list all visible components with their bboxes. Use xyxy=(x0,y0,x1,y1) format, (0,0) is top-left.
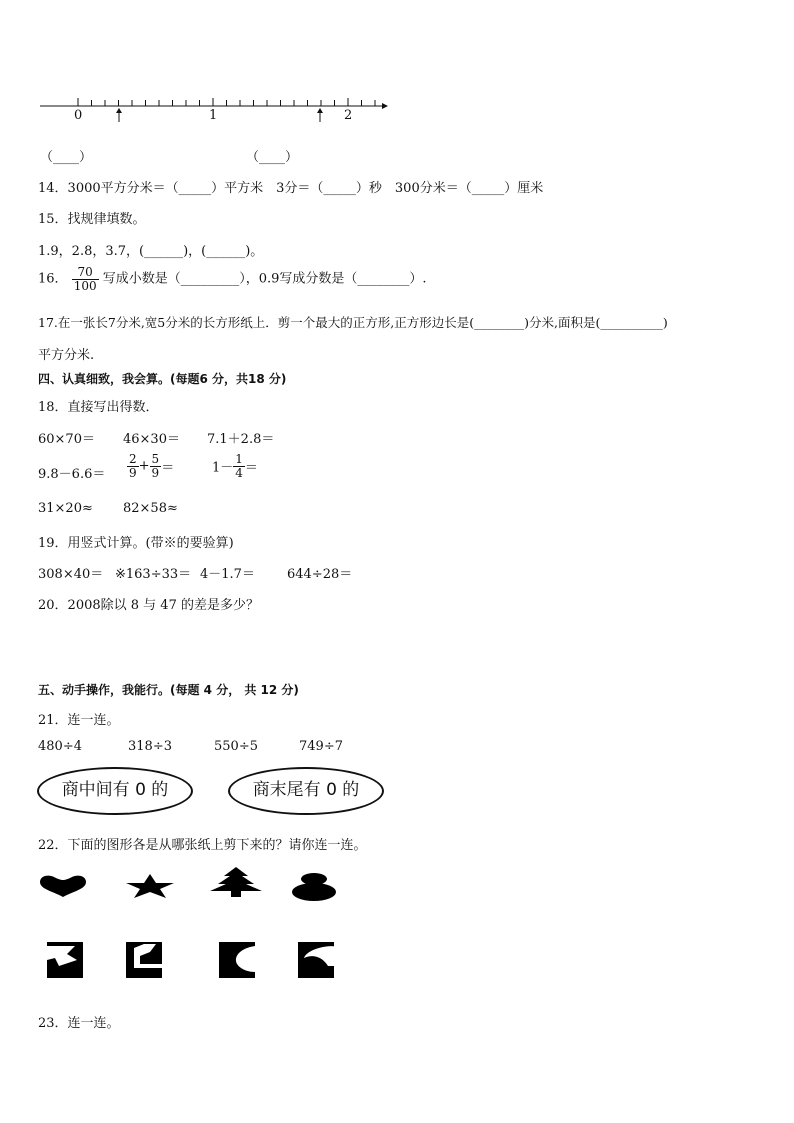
calc-82x58: 82×58≈ xyxy=(123,501,178,516)
question-16-text: 写成小数是（_________），0.9写成分数是（________）. xyxy=(102,271,427,287)
question-22-title: 22．下面的图形各是从哪张纸上剪下来的？请你连一连。 xyxy=(38,838,367,853)
denominator: 9 xyxy=(151,465,160,480)
numerator: 1 xyxy=(235,452,243,466)
question-16-number: 16． xyxy=(38,271,68,287)
fraction-denominator: 100 xyxy=(73,278,97,293)
calc-1-minus-quarter xyxy=(212,453,258,479)
question-16 xyxy=(38,266,427,292)
number-line-label-0: 0 xyxy=(74,108,83,123)
tree-shape[interactable] xyxy=(208,866,264,898)
section-4-heading: 四、认真细致，我会算。(每题6 分，共18 分) xyxy=(38,372,287,386)
question-15-sequence: 1.9，2.8，3.7，(______)，(______)。 xyxy=(38,244,264,259)
calc-4-1.7: 4－1.7＝ xyxy=(200,567,255,582)
star-shape[interactable] xyxy=(125,873,175,899)
calc-46x30: 46×30＝ xyxy=(123,432,180,447)
question-14: 14．3000平方分米＝（_____）平方米 3分＝（_____）秒 300分米＝（_____）厘米 xyxy=(38,181,544,196)
calc-31x20: 31×20≈ xyxy=(38,501,93,516)
number-line-label-1: 1 xyxy=(209,108,218,123)
heart-shape[interactable] xyxy=(38,874,88,898)
calc-749div7: 749÷7 xyxy=(299,739,343,754)
equals-sign: ＝ xyxy=(244,460,258,476)
calc-318div3: 318÷3 xyxy=(128,739,172,754)
calc-550div5: 550÷5 xyxy=(214,739,258,754)
oval-end-zero[interactable]: 商末尾有 0 的 xyxy=(228,767,384,815)
numerator: 5 xyxy=(151,452,160,466)
cut-paper-curve[interactable] xyxy=(298,942,334,978)
question-15-title: 15．找规律填数。 xyxy=(38,212,146,227)
question-20: 20．2008除以 8 与 47 的差是多少？ xyxy=(38,598,259,613)
cut-paper-zigzag[interactable] xyxy=(47,942,83,978)
numerator: 2 xyxy=(129,452,137,466)
cut-paper-notch[interactable] xyxy=(219,942,255,978)
oval-middle-zero[interactable]: 商中间有 0 的 xyxy=(37,767,193,815)
cut-paper-step[interactable] xyxy=(126,942,162,978)
calc-7.1+2.8: 7.1＋2.8＝ xyxy=(207,432,275,447)
number-line-answer-1[interactable]: （____） xyxy=(40,150,93,165)
plus-sign: + xyxy=(138,458,150,474)
denominator: 9 xyxy=(129,465,137,480)
one-minus: 1－ xyxy=(212,460,234,476)
question-19-title: 19．用竖式计算。(带※的要验算) xyxy=(38,536,234,551)
question-17-line1: 17.在一张长7分米,宽5分米的长方形纸上．剪一个最大的正方形,正方形边长是(________)分米,面积是(__________) xyxy=(38,315,668,330)
number-line-answer-2[interactable]: （____） xyxy=(246,150,299,165)
fraction-2-9 xyxy=(127,453,139,479)
mushroom-shape[interactable] xyxy=(291,872,337,902)
question-18-title: 18．直接写出得数． xyxy=(38,400,159,415)
equals-sign: ＝ xyxy=(161,460,175,476)
calc-480div4: 480÷4 xyxy=(38,739,82,754)
fraction-5-9 xyxy=(150,453,162,479)
fraction-70-100 xyxy=(72,266,99,292)
calc-9.8-6.6: 9.8－6.6＝ xyxy=(38,467,106,482)
calc-fraction-sum xyxy=(127,453,174,479)
calc-644div28: 644÷28＝ xyxy=(287,567,353,582)
question-21-title: 21．连一连。 xyxy=(38,713,120,728)
calc-163div33: ※163÷33＝ xyxy=(115,567,192,582)
question-23: 23．连一连。 xyxy=(38,1016,120,1031)
calc-308x40: 308×40＝ xyxy=(38,567,104,582)
question-17-line2: 平方分米. xyxy=(38,348,95,363)
fraction-numerator: 70 xyxy=(72,266,99,280)
denominator: 4 xyxy=(235,465,243,480)
fraction-1-4 xyxy=(233,453,245,479)
number-line-label-2: 2 xyxy=(344,108,353,123)
calc-60x70: 60×70＝ xyxy=(38,432,95,447)
section-5-heading: 五、动手操作，我能行。(每题 4 分， 共 12 分) xyxy=(38,683,299,697)
